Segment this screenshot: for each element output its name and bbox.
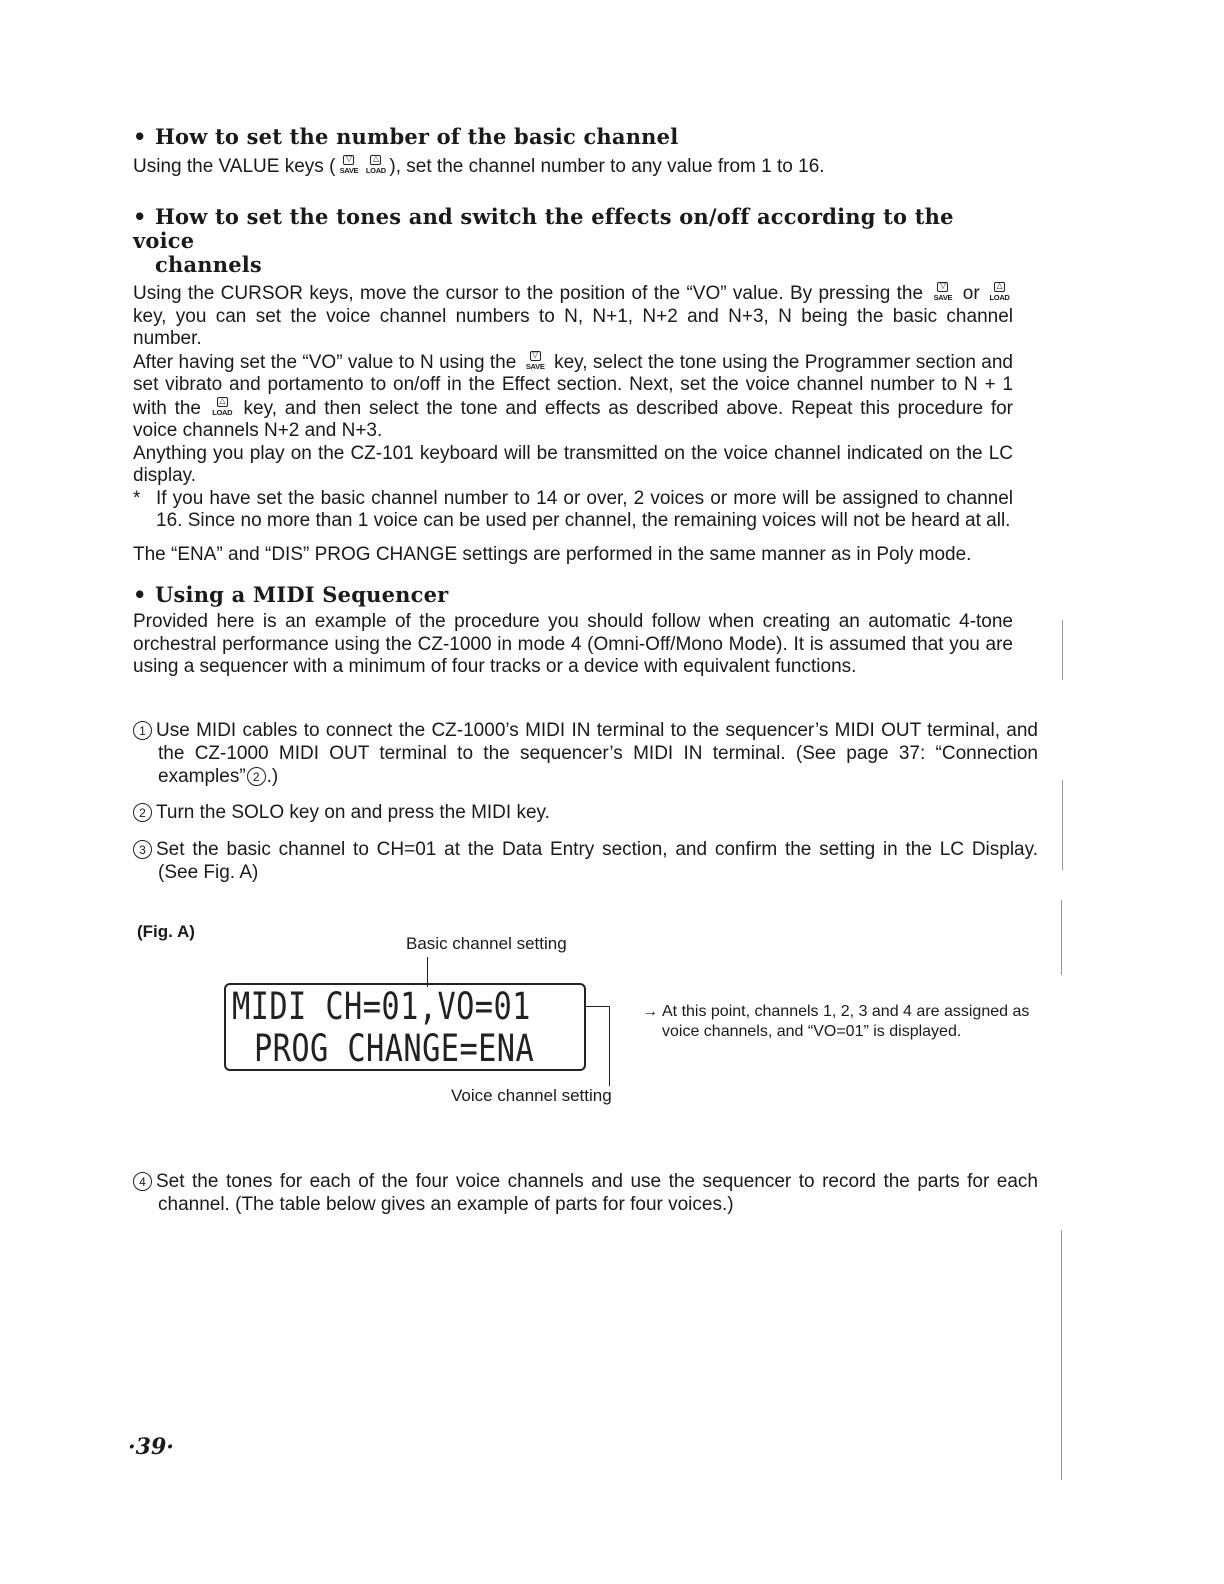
arrow-icon: → [642, 1003, 658, 1020]
step-2: 2 Turn the SOLO key on and press the MIDI key. [133, 801, 1038, 824]
bullet: • [133, 124, 147, 149]
scan-edge-mark [1062, 620, 1063, 680]
footnote: * If you have set the basic channel number to 14 or over, 2 voices or more will be assigned to channel 16. Since no more than 1 voice can be used per channel, the remaining voices will not be heard at all. [133, 487, 1013, 531]
scan-edge-mark [1061, 900, 1062, 975]
step-number: 2 [133, 803, 152, 822]
step-3: 3 Set the basic channel to CH=01 at the Data Entry section, and confirm the setting in the LC Display. (See Fig. A) [133, 838, 1038, 884]
bullet: • [133, 204, 147, 229]
paragraph: Provided here is an example of the procedure you should follow when creating an automatic 4-tone orchestral performance using the CZ-1000 in mode 4 (Omni-Off/Mono Mode). It is assumed that you are using a sequencer with a minimum of four tracks or a device with equivalent functions. [133, 611, 1013, 677]
scan-edge-mark [1062, 780, 1063, 870]
load-key-icon: △ LOAD [365, 154, 386, 175]
heading-text: How to set the tones and switch the effects on/off according to the voice [133, 204, 954, 253]
page-number: ·39· [128, 1434, 174, 1460]
section-heading [133, 205, 1013, 277]
heading-text: Using a MIDI Sequencer [155, 582, 449, 607]
scan-edge-mark [1061, 1230, 1062, 1480]
load-key-icon: △ LOAD [989, 281, 1010, 302]
section-heading [133, 583, 1013, 607]
voice-channel-caption: Voice channel setting [451, 1086, 612, 1105]
save-key-icon: ▽ SAVE [933, 281, 953, 302]
paragraph: Using the CURSOR keys, move the cursor to the position of the “VO” value. By pressing the ▽ SAVE or △ LOAD key, you can set the voice channel numbers to N, N+1, N+2 and N+3, N being the basic channel number. [133, 281, 1013, 349]
paragraph: The “ENA” and “DIS” PROG CHANGE settings are performed in the same manner as in Poly mode. [133, 543, 972, 565]
paragraph: Anything you play on the CZ-101 keyboard will be transmitted on the voice channel indicated on the LC display. [133, 442, 1013, 486]
lcd-line-1: MIDI CH=01,VO=01 [232, 985, 531, 1028]
callout-line-bottom [609, 1006, 610, 1086]
callout-line-right [586, 1006, 610, 1007]
save-key-icon: ▽ SAVE [339, 154, 359, 175]
step-4: 4 Set the tones for each of the four voice channels and use the sequencer to record the parts for each channel. (The table below gives an example of parts for four voices.) [133, 1170, 1038, 1216]
figure-label: (Fig. A) [137, 922, 195, 941]
heading-text-continued: channels [155, 252, 262, 277]
text: Using the VALUE keys ( [133, 156, 336, 177]
section-midi-sequencer [133, 583, 1013, 679]
section-voice-channels [133, 205, 1013, 566]
paragraph [133, 155, 1013, 179]
lcd-display [224, 983, 586, 1071]
heading-text: How to set the number of the basic channel [155, 124, 679, 149]
asterisk: * [133, 487, 141, 509]
load-key-icon: △ LOAD [212, 395, 233, 417]
save-key-icon: ▽ SAVE [525, 349, 545, 371]
step-number: 1 [133, 721, 152, 740]
basic-channel-caption: Basic channel setting [406, 934, 567, 953]
section-basic-channel [133, 125, 1013, 179]
bullet: • [133, 582, 147, 607]
paragraph: After having set the “VO” value to N using the ▽ SAVE key, select the tone using the Programmer section and set vibrato and portamento to on/off in the Effect section. Next, set the voice channel number to N + 1 with the △ LOAD key, and then select the tone and effects as described above. Repeat this procedure for voice channels N+2 and N+3. [133, 349, 1013, 441]
figure-note: → At this point, channels 1, 2, 3 and 4 are assigned as voice channels, and “VO=01” is displayed. [642, 1003, 1030, 1040]
text: ), set the channel number to any value from 1 to 16. [389, 156, 825, 177]
reference-number: 2 [247, 767, 266, 786]
step-number: 3 [133, 840, 152, 859]
section-heading [133, 125, 1013, 149]
step-1: 1 Use MIDI cables to connect the CZ-1000’s MIDI IN terminal to the sequencer’s MIDI OUT terminal, and the CZ-1000 MIDI OUT terminal to the sequencer’s MIDI IN terminal. (See page 37: “Connection examples” 2 .) [133, 719, 1038, 788]
lcd-line-2: PROG CHANGE=ENA [254, 1027, 535, 1070]
step-number: 4 [133, 1172, 152, 1191]
